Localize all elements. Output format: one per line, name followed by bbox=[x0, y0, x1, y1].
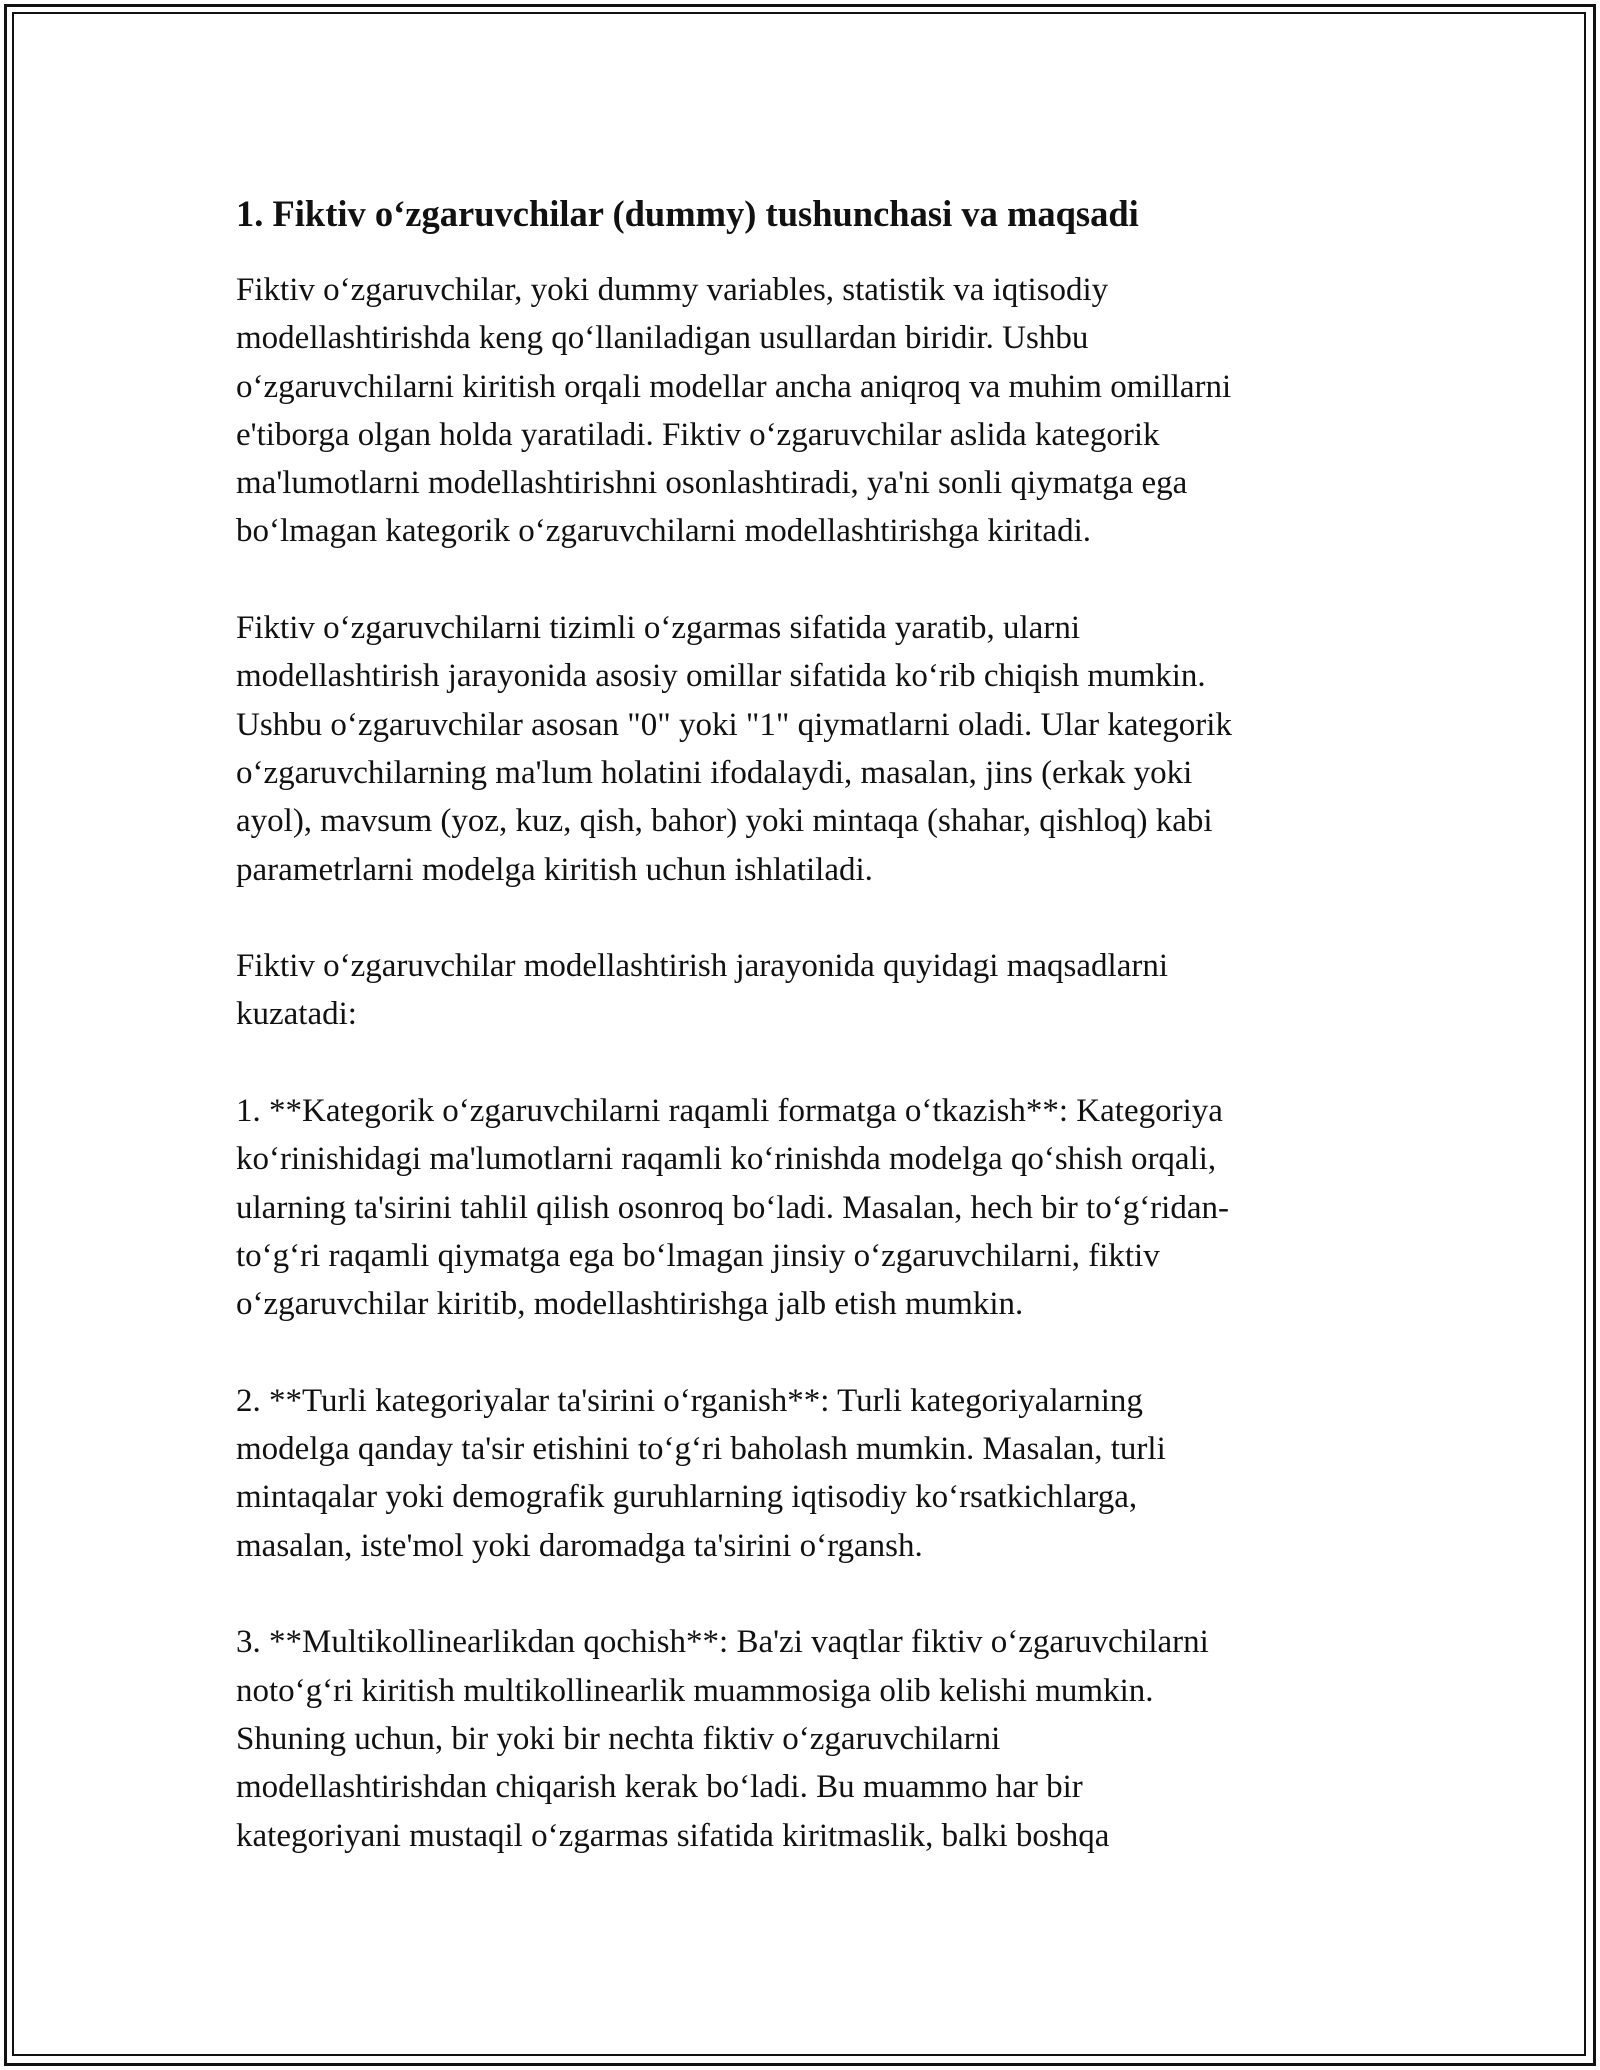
paragraph bbox=[236, 1618, 1366, 1859]
text-line: o‘zgaruvchilarni kiritish orqali modellar ancha aniqroq va muhim omillarni bbox=[236, 368, 1232, 405]
text-line: modellashtirishda keng qo‘llaniladigan usullardan biridir. Ushbu bbox=[236, 320, 1089, 357]
paragraph bbox=[236, 1377, 1366, 1570]
paragraph bbox=[236, 266, 1366, 556]
text-line: 1. **Kategorik o‘zgaruvchilarni raqamli formatga o‘tkazish**: Kategoriya bbox=[236, 1093, 1223, 1130]
text-line: masalan, iste'mol yoki daromadga ta'sirini o‘rgansh. bbox=[236, 1527, 923, 1564]
paragraph bbox=[236, 1087, 1366, 1328]
text-line: modellashtirish jarayonida asosiy omillar sifatida ko‘rib chiqish mumkin. bbox=[236, 658, 1206, 695]
paragraph bbox=[236, 942, 1366, 1039]
text-line: e'tiborga olgan holda yaratiladi. Fiktiv o‘zgaruvchilar aslida kategorik bbox=[236, 416, 1160, 453]
text-line: ma'lumotlarni modellashtirishni osonlashtiradi, ya'ni sonli qiymatga ega bbox=[236, 465, 1188, 502]
text-line: Fiktiv o‘zgaruvchilar modellashtirish jarayonida quyidagi maqsadlarni bbox=[236, 948, 1169, 985]
text-line: noto‘g‘ri kiritish multikollinearlik muammosiga olib kelishi mumkin. bbox=[236, 1672, 1154, 1709]
document-body bbox=[236, 188, 1366, 1908]
text-line: to‘g‘ri raqamli qiymatga ega bo‘lmagan jinsiy o‘zgaruvchilarni, fiktiv bbox=[236, 1237, 1160, 1274]
text-line: ularning ta'sirini tahlil qilish osonroq bo‘ladi. Masalan, hech bir to‘g‘ridan- bbox=[236, 1189, 1229, 1226]
text-line: ko‘rinishidagi ma'lumotlarni raqamli ko‘rinishda modelga qo‘shish orqali, bbox=[236, 1141, 1217, 1178]
text-line: Ushbu o‘zgaruvchilar asosan "0" yoki "1" qiymatlarni oladi. Ular kategorik bbox=[236, 706, 1232, 743]
section-heading: 1. Fiktiv o‘zgaruvchilar (dummy) tushunchasi va maqsadi bbox=[236, 193, 1139, 234]
text-line: modelga qanday ta'sir etishini to‘g‘ri baholash mumkin. Masalan, turli bbox=[236, 1431, 1166, 1468]
text-line: mintaqalar yoki demografik guruhlarning iqtisodiy ko‘rsatkichlarga, bbox=[236, 1479, 1138, 1516]
paragraph bbox=[236, 604, 1366, 894]
text-line: bo‘lmagan kategorik o‘zgaruvchilarni modellashtirishga kiritadi. bbox=[236, 513, 1091, 550]
text-line: o‘zgaruvchilarning ma'lum holatini ifodalaydi, masalan, jins (erkak yoki bbox=[236, 754, 1193, 791]
text-line: o‘zgaruvchilar kiritib, modellashtirishga jalb etish mumkin. bbox=[236, 1286, 1024, 1323]
text-line: Shuning uchun, bir yoki bir nechta fiktiv o‘zgaruvchilarni bbox=[236, 1720, 1001, 1757]
text-line: kategoriyani mustaqil o‘zgarmas sifatida kiritmaslik, balki boshqa bbox=[236, 1817, 1110, 1854]
text-line: 2. **Turli kategoriyalar ta'sirini o‘rganish**: Turli kategoriyalarning bbox=[236, 1382, 1143, 1419]
paragraph-list bbox=[236, 266, 1366, 1860]
text-line: kuzatadi: bbox=[236, 996, 357, 1033]
text-line: ayol), mavsum (yoz, kuz, qish, bahor) yoki mintaqa (shahar, qishloq) kabi bbox=[236, 803, 1213, 840]
text-line: parametrlarni modelga kiritish uchun ishlatiladi. bbox=[236, 851, 873, 888]
text-line: Fiktiv o‘zgaruvchilarni tizimli o‘zgarmas sifatida yaratib, ularni bbox=[236, 610, 1080, 647]
text-line: 3. **Multikollinearlikdan qochish**: Ba'zi vaqtlar fiktiv o‘zgaruvchilarni bbox=[236, 1624, 1209, 1661]
text-line: modellashtirishdan chiqarish kerak bo‘ladi. Bu muammo har bir bbox=[236, 1769, 1083, 1806]
text-line: Fiktiv o‘zgaruvchilar, yoki dummy variables, statistik va iqtisodiy bbox=[236, 272, 1109, 308]
